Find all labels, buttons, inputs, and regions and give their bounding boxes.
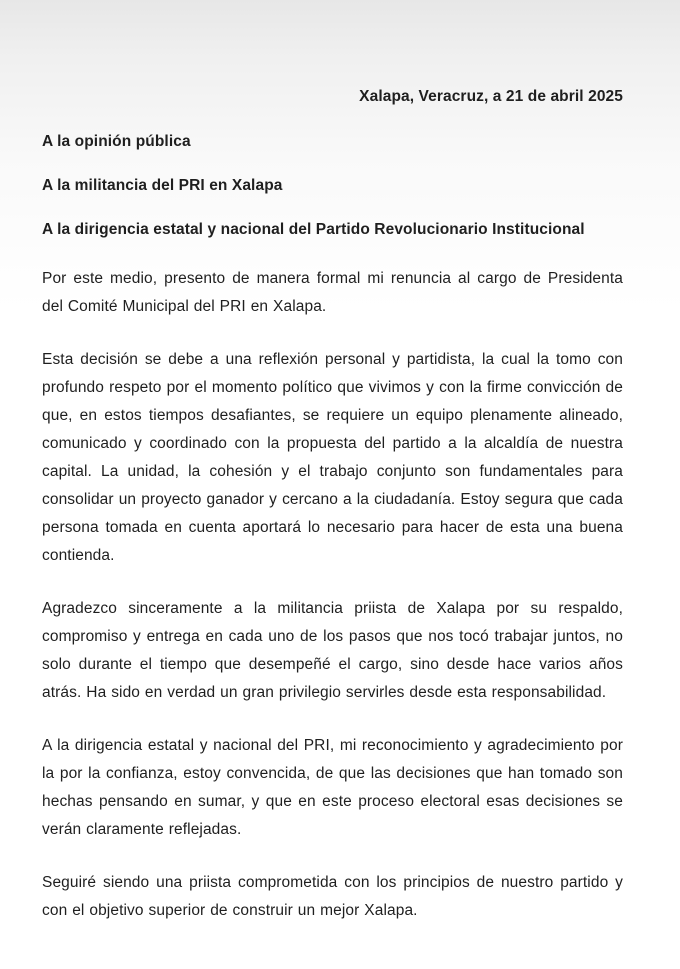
dateline: Xalapa, Veracruz, a 21 de abril 2025 bbox=[359, 88, 623, 105]
paragraph-closing-commitment: Seguiré siendo una priista comprometida con los principios de nuestro partido y con el objetivo superior de construir un mejor Xalapa. bbox=[42, 874, 623, 919]
paragraph-resignation-statement: Por este medio, presento de manera formal mi renuncia al cargo de Presidenta del Comité Municipal del PRI en Xalapa. bbox=[42, 270, 623, 315]
paragraph-thanks-leadership: A la dirigencia estatal y nacional del PRI, mi reconocimiento y agradecimiento por la por la confianza, estoy convencida, de que las decisiones que han tomado son hechas pensando en sumar, y que en este proceso electoral esas decisiones se verán claramente reflejadas. bbox=[42, 737, 623, 838]
paragraph-thanks-militancy: Agradezco sinceramente a la militancia priista de Xalapa por su respaldo, compromiso y entrega en cada uno de los pasos que nos tocó trabajar juntos, no solo durante el tiempo que desempeñé el cargo, sino desde hace varios años atrás. Ha sido en verdad un gran privilegio servirles desde esta responsabilidad. bbox=[42, 600, 623, 701]
salutation-pri-militancy: A la militancia del PRI en Xalapa bbox=[42, 177, 283, 194]
salutation-pri-leadership: A la dirigencia estatal y nacional del Partido Revolucionario Institucional bbox=[42, 221, 585, 238]
paragraph-decision-reasons: Esta decisión se debe a una reflexión personal y partidista, la cual la tomo con profundo respeto por el momento político que vivimos y con la firme convicción de que, en estos tiempos desafiantes, se requiere un equipo plenamente alineado, comunicado y coordinado con la propuesta del partido a la alcaldía de nuestra capital. La unidad, la cohesión y el trabajo conjunto son fundamentales para consolidar un proyecto ganador y cercano a la ciudadanía. Estoy segura que cada persona tomada en cuenta aportará lo necesario para hacer de esta una buena contienda. bbox=[42, 351, 623, 564]
salutation-public-opinion: A la opinión pública bbox=[42, 133, 191, 150]
